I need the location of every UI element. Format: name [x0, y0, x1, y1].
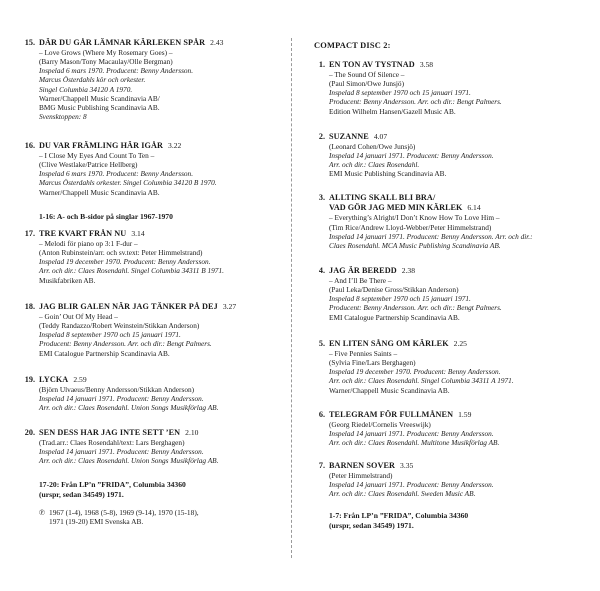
track-credits [14, 151, 282, 196]
track-credits [304, 349, 590, 394]
note-lp-right-line-2: (urspr, sedan 34549) 1971. [329, 520, 414, 530]
credit-line: Inspelad 14 januari 1971. Producent: Benny Andersson. [329, 151, 494, 161]
note-lp-left-line-2: (urspr, sedan 34549) 1971. [39, 489, 124, 499]
track-heading [304, 60, 590, 70]
credit-line: Arr. och dir.: Claes Rosendahl. Union Songs Musikförlag AB. [39, 456, 219, 466]
track-18 [14, 302, 282, 358]
column-divider [291, 38, 292, 558]
credit-line: (Barry Mason/Tony Macaulay/Olle Bergman) [39, 57, 173, 67]
credit-line: EMI Catalogue Partnership Scandinavia AB. [39, 348, 170, 358]
credit-line: Inspelad 8 september 1970 och 15 januari 1971. [329, 294, 471, 304]
track-heading [14, 375, 282, 385]
track-duration: 2.25 [453, 339, 467, 348]
credit-line: Inspelad 14 januari 1971. Producent: Benny Andersson. [39, 394, 204, 404]
track-credits [14, 239, 282, 284]
track-duration: 2.10 [185, 428, 199, 437]
credit-line: (Peter Himmelstrand) [329, 471, 393, 481]
credit-line: (Sylvia Fine/Lars Berghagen) [329, 358, 416, 368]
credit-line: Arr. och dir.: Claes Rosendahl. Multitone Musikförlag AB. [329, 438, 500, 448]
track-title: TRE KVART FRÅN NU [39, 229, 127, 238]
track-number: 2. [318, 132, 325, 141]
track-number: 19. [24, 375, 35, 384]
credit-line: Marcus Österdahls kör och orkester. [39, 75, 146, 85]
note-lp-left-line-1: 17-20: Från LP’n ”FRIDA”, Columbia 34360 [39, 480, 186, 489]
credit-line: (Clive Westlake/Patrice Hellberg) [39, 160, 138, 170]
credit-line: (Trad.arr.: Claes Rosendahl/text: Lars Berghagen) [39, 438, 185, 448]
credit-line: – Goin’ Out Of My Head – [39, 312, 118, 322]
track-number: 3. [318, 193, 325, 202]
track-title: BARNEN SOVER [329, 461, 396, 470]
copyright-block [14, 508, 282, 527]
credit-line: – And I’ll Be There – [329, 276, 392, 286]
track-title: DU VAR FRÄMLING HÄR IGÅR [39, 141, 164, 150]
credit-line: EMI Music Publishing Scandinavia AB. [329, 169, 447, 179]
track-duration: 1.59 [458, 410, 472, 419]
credit-line: – Love Grows (Where My Rosemary Goes) – [39, 48, 173, 58]
track-duration: 6.14 [467, 203, 481, 213]
track-number: 20. [24, 428, 35, 437]
cd2-track-5 [304, 339, 590, 395]
track-number: 1. [318, 60, 325, 69]
track-16 [14, 141, 282, 197]
credit-line: Arr. och dir.: Claes Rosendahl. Singel Columbia 34311 A 1971. [329, 376, 514, 386]
track-title: JAG BLIR GALEN NÄR JAG TÄNKER PÅ DEJ [39, 302, 218, 311]
track-title: EN TON AV TYSTNAD [329, 60, 415, 69]
track-duration: 3.27 [222, 302, 237, 311]
track-number: 16. [24, 141, 35, 150]
credit-line: Arr. och dir.: Claes Rosendahl. Singel Columbia 34311 B 1971. [39, 266, 224, 276]
track-number: 7. [318, 461, 325, 470]
credit-line: (Anton Rubinstein/arr. och sv.text: Peter Himmelstrand) [39, 248, 203, 258]
track-credits [304, 420, 590, 447]
credit-line: Inspelad 8 september 1970 och 15 januari 1971. [39, 330, 181, 340]
track-heading [14, 38, 282, 48]
track-credits [304, 471, 590, 498]
track-credits [14, 385, 282, 412]
track-duration: 3.35 [400, 461, 414, 470]
track-duration: 4.07 [373, 132, 388, 141]
copyright-line-1: 1967 (1-4), 1968 (5-8), 1969 (9-14), 1970 (15-18), [49, 508, 199, 517]
credit-line: Producent: Benny Andersson. Arr. och dir.: Bengt Palmers. [39, 339, 212, 349]
credit-line: (Georg Riedel/Cornelis Vreeswijk) [329, 420, 431, 430]
credit-line: Inspelad 14 januari 1971. Producent: Benny Andersson. [329, 480, 494, 490]
track-heading [304, 339, 590, 349]
track-heading [14, 229, 282, 239]
note-lp-right-line-1: 1-7: Från LP’n ”FRIDA”, Columbia 34360 [329, 511, 469, 520]
track-heading [304, 266, 590, 276]
credit-line: Inspelad 8 september 1970 och 15 januari 1971. [329, 88, 471, 98]
note-singles [14, 212, 173, 222]
track-17 [14, 229, 282, 285]
credit-line: Arr. och dir.: Claes Rosendahl. [329, 160, 420, 170]
credit-line: Producent: Benny Andersson. Arr. och dir.: Bengt Palmers. [329, 97, 502, 107]
track-credits [14, 312, 282, 357]
credit-line: Inspelad 6 mars 1970. Producent: Benny Andersson. [39, 66, 194, 76]
credit-line: BMG Music Publishing Scandinavia AB. [39, 102, 160, 112]
track-heading [14, 428, 282, 438]
cd2-track-7 [304, 461, 590, 498]
track-number: 6. [318, 410, 325, 419]
track-title-continued [304, 203, 590, 213]
credit-line: (Paul Simon/Owe Junsjö) [329, 79, 404, 89]
credit-line: – Melodi för piano op 3:1 F-dur – [39, 239, 138, 249]
credit-line: Inspelad 19 december 1970. Producent: Benny Andersson. [329, 367, 501, 377]
note-lp-left [14, 480, 186, 499]
credit-line: Arr. och dir.: Claes Rosendahl. Sweden Music AB. [329, 489, 476, 499]
track-20 [14, 428, 282, 465]
copyright-line-2: 1971 (19-20) EMI Svenska AB. [49, 517, 144, 527]
track-number: 4. [318, 266, 325, 275]
credit-line: EMI Catalogue Partnership Scandinavia AB. [329, 312, 460, 322]
track-title: TELEGRAM FÖR FULLMÅNEN [329, 410, 454, 419]
track-title: EN LITEN SÅNG OM KÄRLEK [329, 339, 449, 348]
credit-line: Musikfabriken AB. [39, 275, 96, 285]
track-heading [304, 410, 590, 420]
track-title: JAG ÄR BEREDD [329, 266, 397, 275]
track-heading [14, 141, 282, 151]
cd2-track-1 [304, 60, 590, 116]
track-number: 5. [318, 339, 325, 348]
track-heading [304, 461, 590, 471]
credit-line: – Five Pennies Saints – [329, 349, 398, 359]
credit-line: Arr. och dir.: Claes Rosendahl. Union Songs Musikförlag AB. [39, 403, 219, 413]
credit-line: Inspelad 19 december 1970. Producent: Benny Andersson. [39, 257, 211, 267]
credit-line: (Teddy Randazzo/Robert Weinstein/Stikkan Anderson) [39, 321, 200, 331]
credit-line: Singel Columbia 34120 A 1970. [39, 84, 133, 94]
credit-line: (Björn Ulvaeus/Benny Andersson/Stikkan Anderson) [39, 385, 195, 395]
cd2-track-3 [304, 193, 590, 250]
credit-line: Inspelad 14 januari 1971. Producent: Benny Andersson. [329, 429, 494, 439]
track-duration: 2.59 [73, 375, 87, 384]
cd2-track-4 [304, 266, 590, 322]
track-title: DÄR DU GÅR LÄMNAR KÄRLEKEN SPÅR [39, 38, 206, 47]
note-singles-text: 1-16: A- och B-sidor på singlar 1967-1970 [39, 212, 173, 221]
track-heading [14, 302, 282, 312]
track-duration: 2.43 [210, 38, 224, 47]
track-number: 17. [24, 229, 35, 238]
track-19 [14, 375, 282, 412]
track-credits [14, 438, 282, 465]
credit-line: – Everything’s Alright/I Don’t Know How To Love Him – [329, 213, 500, 223]
track-duration: 3.58 [419, 60, 434, 69]
credit-line: – The Sound Of Silence – [329, 70, 405, 80]
credit-line: Edition Wilhelm Hansen/Gazell Music AB. [329, 106, 456, 116]
credit-line: Producent: Benny Andersson. Arr. och dir.: Bengt Palmers. [329, 303, 502, 313]
track-credits [14, 48, 282, 121]
track-number: 18. [24, 302, 35, 311]
credit-line: (Paul Leka/Denise Gross/Stikkan Anderson) [329, 285, 459, 295]
credit-line: Inspelad 14 januari 1971. Producent: Benny Andersson. Arr. och dir.: [329, 231, 533, 241]
credit-line: Inspelad 6 mars 1970. Producent: Benny Andersson. [39, 169, 194, 179]
track-heading [304, 132, 590, 142]
credit-line: Claes Rosendahl. MCA Music Publishing Scandinavia AB. [329, 240, 501, 250]
track-number: 15. [24, 38, 35, 47]
credit-line: Inspelad 14 januari 1971. Producent: Benny Andersson. [39, 447, 204, 457]
credit-line: Marcus Österdahls orkester. Singel Columbia 34120 B 1970. [39, 178, 217, 188]
credit-line: Warner/Chappell Music Scandinavia AB. [39, 187, 160, 197]
track-title: SUZANNE [329, 132, 369, 141]
track-credits [304, 70, 590, 115]
credit-line: (Tim Rice/Andrew Lloyd-Webber/Peter Himmelstrand) [329, 222, 492, 232]
cd2-track-2 [304, 132, 590, 179]
track-title: ALLTING SKALL BLI BRA/ [329, 193, 436, 202]
track-duration: 2.38 [401, 266, 416, 275]
credit-line: (Leonard Cohen/Owe Junsjö) [329, 142, 416, 152]
track-credits [304, 142, 590, 178]
track-heading [304, 193, 590, 203]
credit-line: Warner/Chappell Music Scandinavia AB. [329, 385, 450, 395]
track-credits [304, 213, 590, 249]
compact-disc-2-heading: COMPACT DISC 2: [314, 41, 391, 50]
credit-line: Warner/Chappell Music Scandinavia AB/ [39, 93, 160, 103]
phonogram-copyright-icon: ℗ [39, 508, 46, 517]
track-credits [304, 276, 590, 321]
track-title: SEN DESS HAR JAG INTE SETT ’EN [39, 428, 181, 437]
track-duration: 3.14 [131, 229, 145, 238]
cd2-track-6 [304, 410, 590, 447]
track-duration: 3.22 [168, 141, 182, 150]
track-title-line-2: VAD GÖR JAG MED MIN KÄRLEK [329, 203, 463, 213]
credit-line: Svensktoppen: 8 [39, 111, 87, 121]
track-15 [14, 38, 282, 121]
note-lp-right [304, 511, 468, 530]
credit-line: – I Close My Eyes And Count To Ten – [39, 151, 155, 161]
track-title: LYCKA [39, 375, 69, 384]
